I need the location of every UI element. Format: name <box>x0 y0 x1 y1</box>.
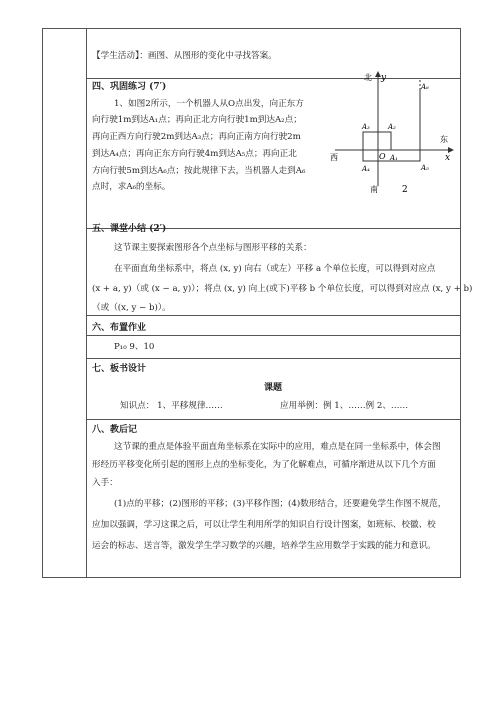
point-a1-label: A₁ <box>390 154 398 162</box>
reflection-line: 入手： <box>92 478 118 488</box>
board-examples: 应用举例：例 1、……例 2、…… <box>280 401 409 411</box>
section-4-title: 四、巩固练习 (7′) <box>92 82 167 92</box>
reflection-line: 这节课的重点是体验平面直角坐标系在实际中的应用，难点是在同一坐标系中，体会图 <box>114 442 441 452</box>
board-knowledge-points: 知识点： 1、平移规律…… <box>120 401 223 411</box>
reflection-line: 形经历平移变化所引起的图形上点的坐标变化，为了化解难点，可循序渐进从以下几个方面 <box>92 460 436 470</box>
exercise-line: 方向行驶5m到达A₆点；按此规律下去，当机器人走到A₆ <box>92 166 306 176</box>
row-divider <box>86 419 460 420</box>
origin-label: O <box>379 152 386 161</box>
point-a6-label: A₆ <box>421 83 429 91</box>
reflection-line: 应加以强调，学习这课之后，可以让学生利用所学的知识自行设计图案，如班标、校徽、校 <box>92 520 436 530</box>
student-activity-text: 【学生活动】：画图、从图形的变化中寻找答案。 <box>92 51 277 61</box>
east-label: 东 <box>440 135 448 144</box>
reflection-line: 运会的标志、送言等，激发学生学习数学的兴趣，培养学生应用数学于实践的能力和意识。 <box>92 541 436 551</box>
table-column-divider <box>86 28 87 578</box>
robot-path-figure <box>330 68 460 198</box>
exercise-line: 再向正西方向行驶2m到达A₃点；再向正南方向行驶2m <box>92 132 301 142</box>
exercise-line: 到达A₄点；再向正东方向行驶4m到达A₅点；再向正北 <box>92 149 297 159</box>
summary-line: 在平面直角坐标系中，将点 (x, y) 向右（或左）平移 a 个单位长度，可以得到对应点 <box>114 264 436 274</box>
exercise-line: 向行驶1m到达A₁点；再向正北方向行驶1m到达A₂点； <box>92 115 302 125</box>
row-divider <box>86 315 460 316</box>
section-7-title: 七、板书设计 <box>92 364 147 374</box>
homework-text: P₁₀ 9、10 <box>114 342 155 352</box>
point-a3-label: A₃ <box>362 123 370 131</box>
section-8-title: 八、教后记 <box>92 425 138 435</box>
row-divider <box>86 335 460 336</box>
section-6-title: 六、布置作业 <box>92 323 147 333</box>
y-axis-label: y <box>381 73 387 83</box>
point-a5-label: A₅ <box>421 164 429 172</box>
summary-line: (x + a, y)（或 (x − a, y)）；将点 (x, y) 向上(或下)平移 b 个单位长度，可以得到对应点 (x, y + b) <box>92 284 473 294</box>
summary-line: （或（(x, y − b)）。 <box>92 303 171 313</box>
north-label: 北 <box>364 73 372 82</box>
exercise-line: 1、如图2所示，一个机器人从O点出发，向正东方 <box>114 99 304 109</box>
reflection-line: (1)点的平移；(2)图形的平移；(3)平移作图；(4)数形结合，还要避免学生作图不规范， <box>114 499 447 509</box>
point-a2-label: A₂ <box>388 123 396 131</box>
exercise-line: 点时，求A₆的坐标。 <box>92 182 171 192</box>
west-label: 西 <box>330 153 338 162</box>
row-divider <box>86 358 460 359</box>
south-label: 南 <box>370 185 378 194</box>
summary-line: 这节课主要探索图形各个点坐标与图形平移的关系： <box>114 243 312 253</box>
board-title: 课题 <box>264 383 283 393</box>
x-axis-label: x <box>445 153 451 163</box>
section-5-title: 五、课堂小结 (2′) <box>92 224 167 234</box>
figure-caption: 2 <box>402 185 408 195</box>
point-a4-label: A₄ <box>362 165 370 173</box>
